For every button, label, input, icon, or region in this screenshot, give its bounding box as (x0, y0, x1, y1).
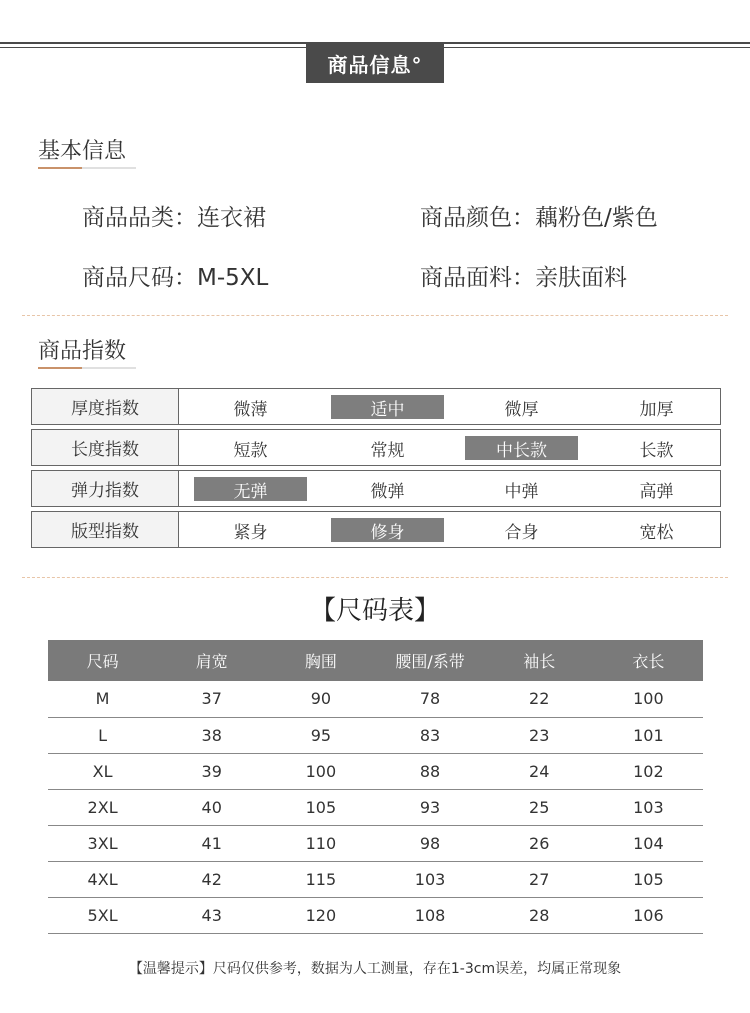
size-table-title: 【尺码表】 (309, 596, 440, 626)
table-cell: 95 (266, 717, 375, 753)
table-cell: 22 (485, 681, 594, 717)
info-color: 商品颜色：藕粉色/紫色 (420, 205, 658, 231)
index-option: 宽松 (639, 522, 674, 543)
table-cell: 41 (157, 825, 266, 861)
size-table-header-cell: 尺码 (48, 640, 157, 681)
size-table (48, 640, 703, 934)
table-cell: 24 (485, 753, 594, 789)
table-cell: 103 (375, 861, 484, 897)
table-cell: 26 (485, 825, 594, 861)
table-row (48, 825, 703, 861)
index-row-label: 版型指数 (32, 512, 179, 547)
info-category: 商品品类：连衣裙 (82, 205, 266, 231)
size-table-header-cell: 肩宽 (157, 640, 266, 681)
basic-info-title: 基本信息 (38, 139, 127, 164)
index-row-options (179, 389, 720, 424)
table-cell: 104 (594, 825, 703, 861)
index-row-options (179, 512, 720, 547)
index-option: 长款 (639, 440, 674, 461)
table-cell: 105 (266, 789, 375, 825)
table-cell: XL (48, 753, 157, 789)
table-cell: 83 (375, 717, 484, 753)
table-row (48, 789, 703, 825)
table-cell: 90 (266, 681, 375, 717)
size-table-header-cell: 衣长 (594, 640, 703, 681)
index-row (31, 429, 721, 466)
table-row (48, 753, 703, 789)
index-option: 微薄 (233, 399, 268, 420)
index-option-selected: 修身 (331, 518, 444, 542)
table-cell: 28 (485, 897, 594, 933)
table-cell: 101 (594, 717, 703, 753)
table-cell: L (48, 717, 157, 753)
index-row (31, 470, 721, 507)
table-row (48, 861, 703, 897)
table-cell: 88 (375, 753, 484, 789)
size-table-header-cell: 袖长 (485, 640, 594, 681)
table-cell: 103 (594, 789, 703, 825)
table-cell: 110 (266, 825, 375, 861)
index-row (31, 511, 721, 548)
table-cell: 78 (375, 681, 484, 717)
table-cell: 100 (266, 753, 375, 789)
table-row (48, 681, 703, 717)
table-cell: M (48, 681, 157, 717)
size-table-header-cell: 腰围/系带 (375, 640, 484, 681)
index-option: 中弹 (504, 481, 539, 502)
index-row (31, 388, 721, 425)
table-cell: 25 (485, 789, 594, 825)
index-row-label: 厚度指数 (32, 389, 179, 424)
basic-info-underline (38, 167, 136, 169)
index-option: 微弹 (370, 481, 405, 502)
table-cell: 39 (157, 753, 266, 789)
table-cell: 98 (375, 825, 484, 861)
table-row (48, 897, 703, 933)
info-size: 商品尺码：M-5XL (82, 265, 269, 291)
divider (22, 315, 728, 316)
table-cell: 2XL (48, 789, 157, 825)
table-cell: 115 (266, 861, 375, 897)
size-note: 【温馨提示】尺码仅供参考，数据为人工测量，存在1-3cm误差，均属正常现象 (128, 961, 622, 977)
divider (22, 577, 728, 578)
index-row-label: 长度指数 (32, 430, 179, 465)
index-option-selected: 中长款 (465, 436, 578, 460)
table-cell: 42 (157, 861, 266, 897)
table-cell: 102 (594, 753, 703, 789)
index-row-options (179, 430, 720, 465)
table-cell: 40 (157, 789, 266, 825)
info-fabric: 商品面料：亲肤面料 (420, 265, 627, 291)
table-cell: 27 (485, 861, 594, 897)
index-underline (38, 367, 136, 369)
index-option: 常规 (370, 440, 405, 461)
table-cell: 37 (157, 681, 266, 717)
table-cell: 120 (266, 897, 375, 933)
table-cell: 108 (375, 897, 484, 933)
index-option-selected: 无弹 (194, 477, 307, 501)
table-cell: 23 (485, 717, 594, 753)
table-cell: 4XL (48, 861, 157, 897)
index-option: 微厚 (504, 399, 539, 420)
index-option: 短款 (233, 440, 268, 461)
size-table-header-cell: 胸围 (266, 640, 375, 681)
table-cell: 100 (594, 681, 703, 717)
table-cell: 93 (375, 789, 484, 825)
table-cell: 105 (594, 861, 703, 897)
size-table-header-row (48, 640, 703, 681)
index-option: 高弹 (639, 481, 674, 502)
table-cell: 43 (157, 897, 266, 933)
table-cell: 106 (594, 897, 703, 933)
index-option: 加厚 (639, 399, 674, 420)
index-option: 紧身 (233, 522, 268, 543)
index-row-label: 弹力指数 (32, 471, 179, 506)
section-banner: 商品信息° (306, 43, 444, 83)
index-option: 合身 (504, 522, 539, 543)
table-cell: 3XL (48, 825, 157, 861)
index-row-options (179, 471, 720, 506)
index-option-selected: 适中 (331, 395, 444, 419)
table-cell: 38 (157, 717, 266, 753)
table-row (48, 717, 703, 753)
table-cell: 5XL (48, 897, 157, 933)
index-title: 商品指数 (38, 339, 127, 364)
